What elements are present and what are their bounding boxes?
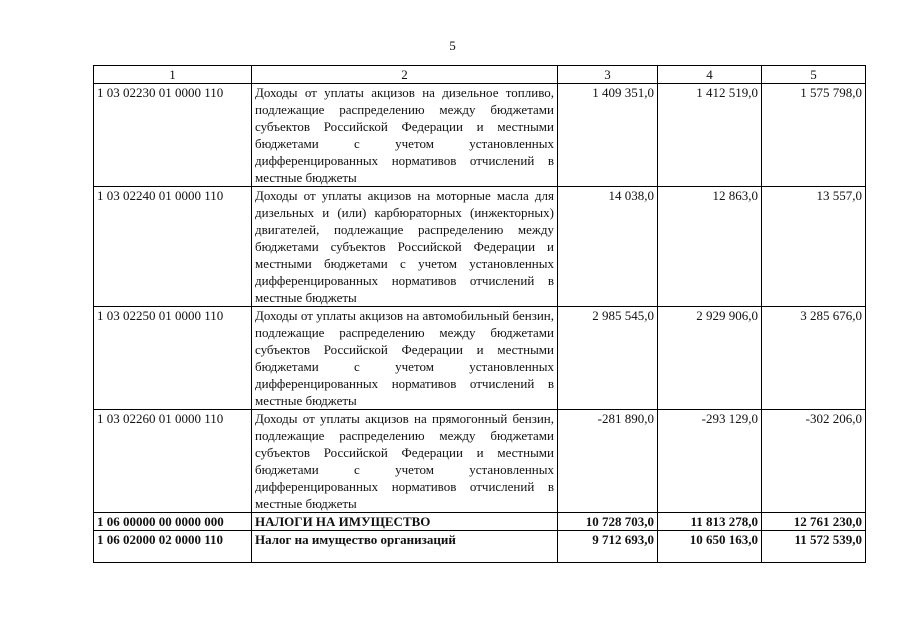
column-header-5: 5 xyxy=(762,66,866,84)
revenue-description: НАЛОГИ НА ИМУЩЕСТВО xyxy=(252,513,558,531)
amount-col3: 9 712 693,0 xyxy=(558,531,658,563)
budget-code: 1 06 00000 00 0000 000 xyxy=(94,513,252,531)
amount-col5: 13 557,0 xyxy=(762,187,866,307)
table-row xyxy=(94,84,866,187)
table-row xyxy=(94,410,866,513)
amount-col5: 1 575 798,0 xyxy=(762,84,866,187)
amount-col3: 1 409 351,0 xyxy=(558,84,658,187)
revenue-description: Доходы от уплаты акцизов на автомобильный бензин, подлежащие распределению между бюджетами субъектов Российской Федерации и местными бюджетами с учетом установленных дифференцированных нормативов отчислений в местные бюджеты xyxy=(252,307,558,410)
revenue-description: Доходы от уплаты акцизов на моторные масла для дизельных и (или) карбюраторных (инжекторных) двигателей, подлежащие распределению между бюджетами субъектов Российской Федерации и местными бюджетами с учетом установленных дифференцированных нормативов отчислений в местные бюджеты xyxy=(252,187,558,307)
table-row-section-total xyxy=(94,513,866,531)
budget-code: 1 03 02250 01 0000 110 xyxy=(94,307,252,410)
budget-code: 1 03 02230 01 0000 110 xyxy=(94,84,252,187)
table-row xyxy=(94,307,866,410)
amount-col3: 10 728 703,0 xyxy=(558,513,658,531)
table-row xyxy=(94,187,866,307)
amount-col5: 11 572 539,0 xyxy=(762,531,866,563)
amount-col3: 2 985 545,0 xyxy=(558,307,658,410)
amount-col4: -293 129,0 xyxy=(658,410,762,513)
amount-col4: 12 863,0 xyxy=(658,187,762,307)
amount-col3: -281 890,0 xyxy=(558,410,658,513)
amount-col3: 14 038,0 xyxy=(558,187,658,307)
table-header-row xyxy=(94,66,866,84)
amount-col5: -302 206,0 xyxy=(762,410,866,513)
budget-code: 1 06 02000 02 0000 110 xyxy=(94,531,252,563)
amount-col4: 1 412 519,0 xyxy=(658,84,762,187)
budget-code: 1 03 02240 01 0000 110 xyxy=(94,187,252,307)
column-header-4: 4 xyxy=(658,66,762,84)
revenue-description: Доходы от уплаты акцизов на прямогонный бензин, подлежащие распределению между бюджетами субъектов Российской Федерации и местными бюджетами с учетом установленных дифференцированных нормативов отчислений в местные бюджеты xyxy=(252,410,558,513)
column-header-2: 2 xyxy=(252,66,558,84)
budget-code: 1 03 02260 01 0000 110 xyxy=(94,410,252,513)
table-row-subtotal xyxy=(94,531,866,563)
budget-revenue-table xyxy=(93,65,866,563)
amount-col5: 3 285 676,0 xyxy=(762,307,866,410)
revenue-description: Доходы от уплаты акцизов на дизельное топливо, подлежащие распределению между бюджетами субъектов Российской Федерации и местными бюджетами с учетом установленных дифференцированных нормативов отчислений в местные бюджеты xyxy=(252,84,558,187)
page-number: 5 xyxy=(449,38,456,53)
amount-col4: 2 929 906,0 xyxy=(658,307,762,410)
column-header-3: 3 xyxy=(558,66,658,84)
column-header-1: 1 xyxy=(94,66,252,84)
amount-col4: 10 650 163,0 xyxy=(658,531,762,563)
revenue-description: Налог на имущество организаций xyxy=(252,531,558,563)
amount-col5: 12 761 230,0 xyxy=(762,513,866,531)
amount-col4: 11 813 278,0 xyxy=(658,513,762,531)
